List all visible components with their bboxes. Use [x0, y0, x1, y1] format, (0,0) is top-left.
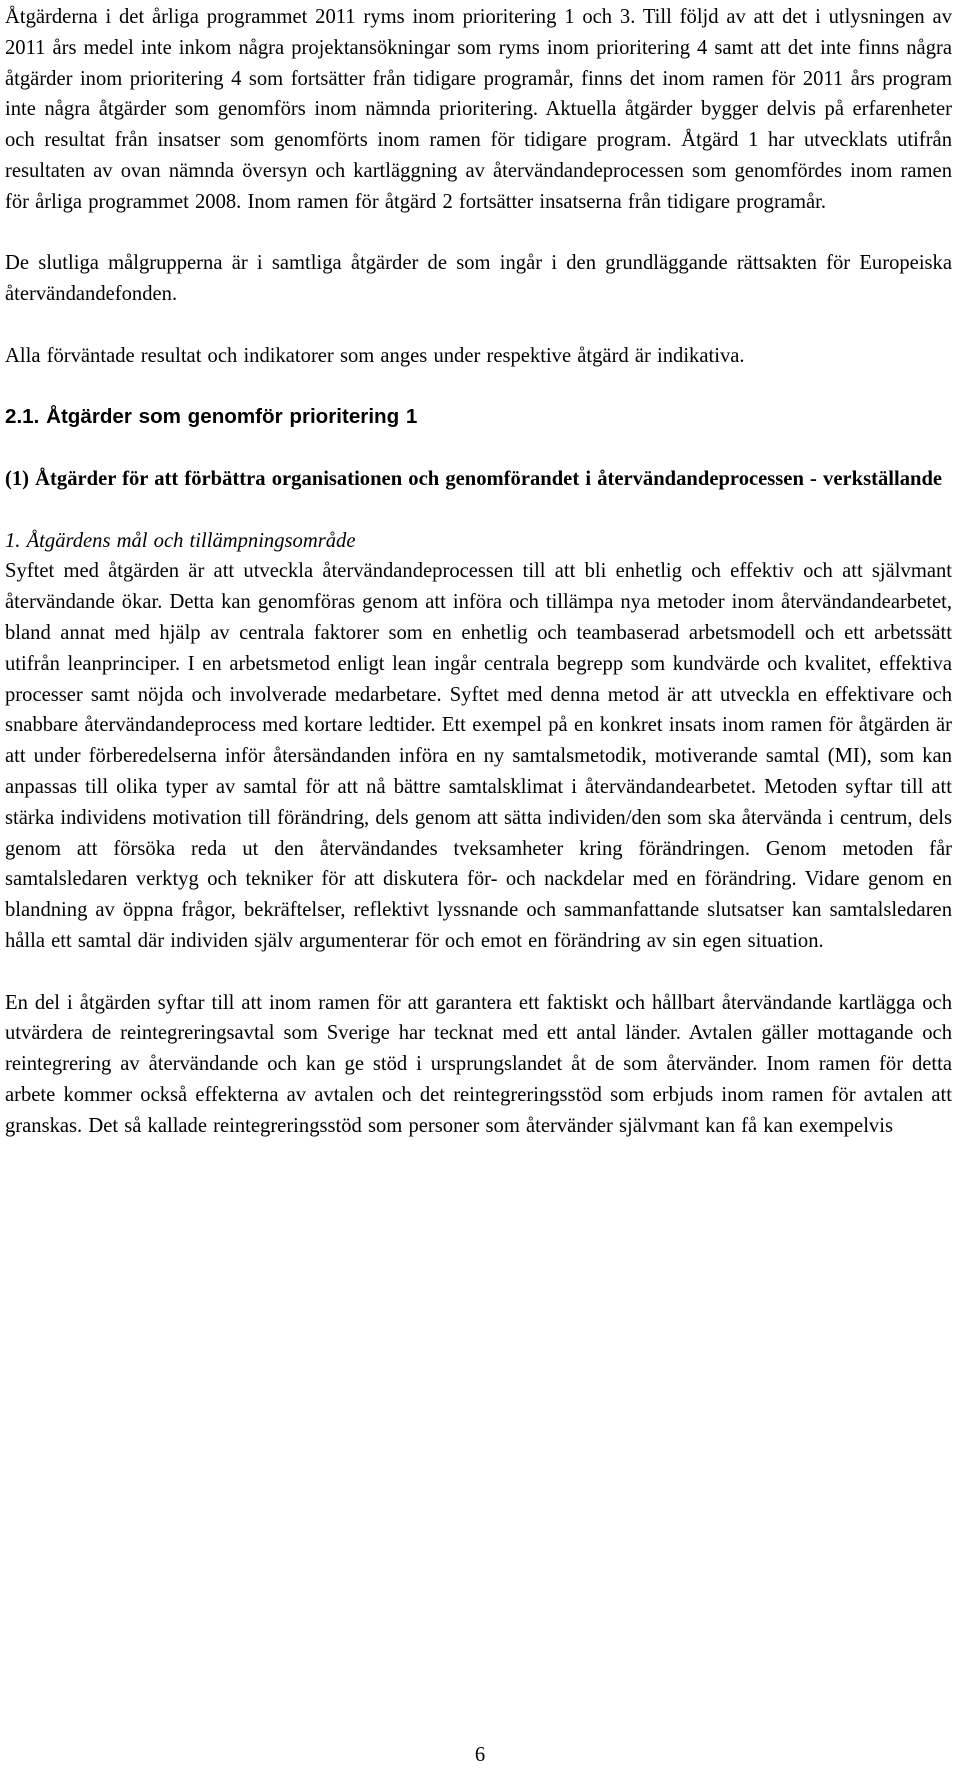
page-number: 6 [474, 1744, 486, 1766]
measure-heading: (1) Åtgärder för att förbättra organisationen och genomförandet i återvändandeprocessen - verkställande [5, 467, 943, 490]
objective-heading: 1. Åtgärdens mål och tillämpningsområde [5, 529, 356, 552]
indicators-paragraph: Alla förväntade resultat och indikatorer som anges under respektive åtgärd är indikativa. [5, 344, 745, 367]
target-groups-paragraph: De slutliga målgrupperna är i samtliga åtgärder de som ingår i den grundläggande rättsakten för Europeiska återvändandefonden. [5, 252, 952, 306]
section-heading: 2.1. Åtgärder som genomför prioritering 1 [5, 405, 418, 429]
intro-paragraph: Åtgärderna i det årliga programmet 2011 ryms inom prioritering 1 och 3. Till följd av att det i utlysningen av 2011 års medel inte inkom några projektansökningar som ryms inom prioritering 4 samt att det inte finns några åtgärder inom prioritering 4 som fortsätter från tidigare programår, finns det inom ramen för 2011 års program inte några åtgärder som genomförs inom nämnda prioritering. Aktuella åtgärder bygger delvis på erfarenheter och resultat från insatser som genomförts inom ramen för tidigare program. Åtgärd 1 har utvecklats utifrån resultaten av ovan nämnda översyn och kartläggning av återvändandeprocessen som genomfördes inom ramen för årliga programmet 2008. Inom ramen för åtgärd 2 fortsätter insatserna från tidigare programår. [5, 6, 952, 213]
objective-paragraph: Syftet med åtgärden är att utveckla återvändandeprocessen till att bli enhetlig och effektiv och att självmant återvändande ökar. Detta kan genomföras genom att införa och tillämpa nya metoder inom återvändandearbetet, bland annat med hjälp av centrala faktorer som en enhetlig och teambaserad arbetsmodell och ett arbetssätt utifrån leanprinciper. I en arbetsmetod enligt lean ingår centrala begrepp som kundvärde och kvalitet, effektiva processer samt nöjda och involverade medarbetare. Syftet med denna metod är att utveckla en effektivare och snabbare återvändandeprocess med kortare ledtider. Ett exempel på en konkret insats inom ramen för åtgärden är att under förberedelserna inför återsändanden införa en ny samtalsmetodik, motiverande samtal (MI), som kan anpassas till olika typer av samtal för att nå bättre samtalsklimat i återvändandearbetet. Metoden syftar till att stärka individens motivation till förändring, dels genom att sätta individen/den som ska återvända i centrum, dels genom att försöka reda ut den återvändandes tveksamheter kring förändringen. Genom metoden får samtalsledaren verktyg och tekniker för att diskutera för- och nackdelar med en förändring. Vidare genom en blandning av öppna frågor, bekräftelser, reflektivt lyssnande och sammanfattande slutsatser kan samtalsledaren hålla ett samtal där individen själv argumenterar för och emot en förändring av sin egen situation. [5, 560, 952, 952]
reintegration-paragraph: En del i åtgärden syftar till att inom ramen för att garantera ett faktiskt och hållbart återvändande kartlägga och utvärdera de reintegreringsavtal som Sverige har tecknat med ett antal länder. Avtalen gäller mottagande och reintegrering av återvändande och kan ge stöd i ursprungslandet åt de som återvänder. Inom ramen för detta arbete kommer också effekterna av avtalen och det reintegreringsstöd som erbjuds inom ramen för avtalen att granskas. Det så kallade reintegreringsstöd som personer som återvänder självmant kan få kan exempelvis [5, 991, 952, 1137]
